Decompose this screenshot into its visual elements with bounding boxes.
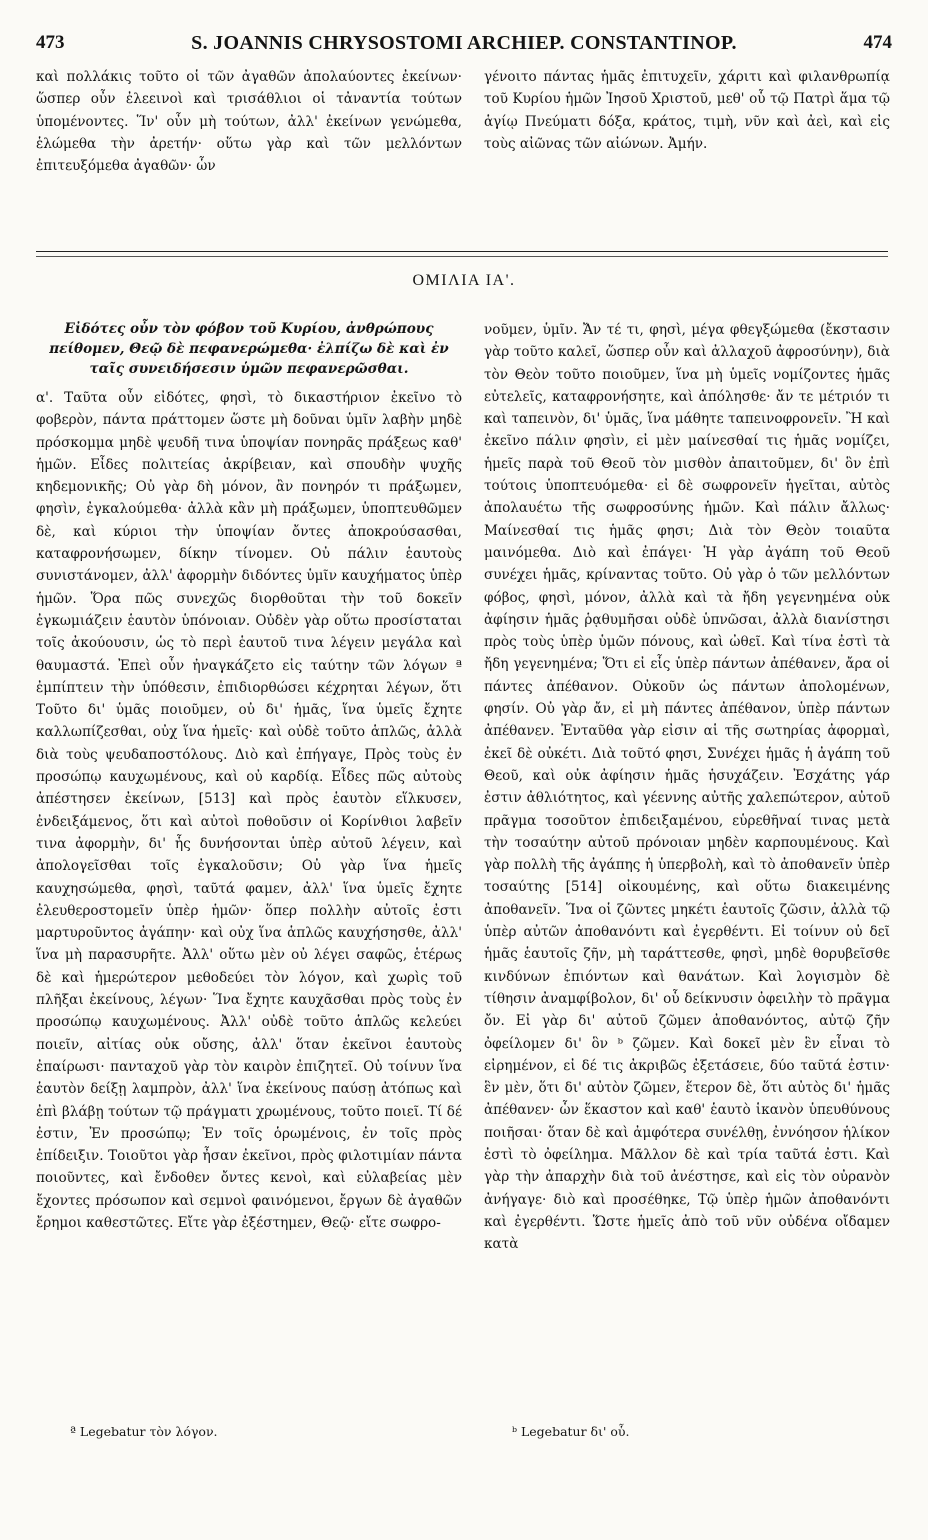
body-right-text: νοῦμεν, ὑμῖν. Ἄν τέ τι, φησὶ, μέγα φθεγξώμεθα (ἔκστασιν γὰρ τοῦτο καλεῖ, ὥσπερ οὖν καὶ ἀλλαχοῦ ἀφροσύνην), διὰ τὸν Θεὸν τοῦτο ποιοῦμεν, ἵνα μὴ ὑμεῖς νομίζοντες ἡμᾶς εὐτελεῖς, καταφρονήσητε, καὶ ἀπόλησθε· ἄν τε μέτριόν τι καὶ ταπεινὸν, δι' ὑμᾶς, ἵνα μάθητε ταπεινοφρονεῖν. Ἢ καὶ ἐκεῖνο πάλιν φησὶν, εἰ μὲν μαίνεσθαί τις ἡμᾶς νομίζει, ἡμεῖς παρὰ τοῦ Θεοῦ τὸν μισθὸν ἀπαιτοῦμεν, δι' ὃν ἐπὶ τούτοις ὑποπτευόμεθα· εἰ δὲ σωφρονεῖν ἡγεῖται, αὐτὸς ἀπολαυέτω τῆς σωφροσύνης ἡμῶν. Καὶ πάλιν ἄλλως· Μαίνεσθαί τις ἡμᾶς φησι; Διὰ τὸν Θεὸν τοιαῦτα μαινόμεθα. Διὸ καὶ ἐπάγει· Ἡ γὰρ ἀγάπη τοῦ Θεοῦ συνέχει ἡμᾶς, κρίναντας τοῦτο. Οὐ γὰρ ὁ τῶν μελλόντων φόβος, φησὶ, μόνον, ἀλλὰ καὶ τὰ ἤδη γεγενημένα οὐκ ἀφίησιν ἡμᾶς ῥᾳθυμῆσαι οὐδὲ ὑπνῶσαι, ἀλλὰ διανίστησι πρὸς τοὺς ὑπὲρ ὑμῶν πόνους, καὶ ὠθεῖ. Καὶ τίνα ἐστὶ τὰ ἤδη γεγενημένα; Ὅτι εἰ εἷς ὑπὲρ πάντων ἀπέθανεν, ἄρα οἱ πάντες ἀπέθανον. Οὐκοῦν ὡς πάντων ἀπολομένων, φησίν. Οὐ γὰρ ἄν, εἰ μὴ πάντες ἀπέθανον, ὑπὲρ πάντων ἀπέθανεν. Ἐνταῦθα γὰρ εἰσιν αἱ τῆς σωτηρίας ἀφορμαὶ, ἐκεῖ δὲ οὐκέτι. Διὰ τοῦτό φησι, Συνέχει ἡμᾶς ἡ ἀγάπη τοῦ Θεοῦ, καὶ οὐκ ἀφίησιν ἡμᾶς ἡσυχάζειν. Ἐσχάτης γάρ ἐστιν ἀθλιότητος, καὶ γέεννης αὐτῆς χαλεπώτερον, αὐτοῦ πρᾶγμα τοσοῦτον ἐπιδειξαμένου, εὑρεθῆναί τινας μετὰ τὴν τοσαύτην αὐτοῦ πρόνοιαν μηδὲν καρπουμένους. Καὶ γὰρ πολλὴ τῆς ἀγάπης ἡ ὑπερβολὴ, καὶ τὸ ἀποθανεῖν ὑπὲρ τοσαύτης [514] οἰκουμένης, καὶ οὕτω διακειμένης ἀποθανεῖν. Ἵνα οἱ ζῶντες μηκέτι ἑαυτοῖς ζῶσιν, ἀλλὰ τῷ ὑπὲρ αὐτῶν ἀποθανόντι καὶ ἐγερθέντι. Εἰ τοίνυν οὐ δεῖ ἡμᾶς ἑαυτοῖς ζῆν, μὴ ταράττεσθε, φησὶ, μηδὲ θορυβεῖσθε κινδύνων ἐπιόντων καὶ θανάτων. Καὶ λογισμὸν δὲ τίθησιν ἀναμφίβολον, δι' οὗ δείκνυσιν ὀφειλὴν τὸ πρᾶγμα ὄν. Εἰ γὰρ δι' αὐτοῦ ζῶμεν ἀποθανόντος, αὐτῷ ζῆν ὀφείλομεν δι' ὃν ᵇ ζῶμεν. Καὶ δοκεῖ μὲν ἓν εἶναι τὸ εἰρημένον, εἰ δέ τις ἀκριβῶς ἐξετάσειε, δύο ταῦτά ἐστιν· ἓν μὲν, ὅτι δι' αὐτὸν ζῶμεν, ἕτερον δὲ, ὅτι αὐτὸς δι' ἡμᾶς ἀπέθανεν· ὧν ἕκαστον καὶ καθ' ἑαυτὸ ἱκανὸν ὑπευθύνους ποιῆσαι· ὅταν δὲ καὶ ἀμφότερα συνέλθῃ, ἐννόησον ἡλίκον ἐστὶ τὸ ὀφείλημα. Μᾶλλον δὲ καὶ τρία ταῦτά ἐστι. Καὶ γὰρ τὴν ἀπαρχὴν διὰ τοῦ ἀνέστησε, καὶ εἰς τὸν οὐρανὸν ἀνήγαγε· διὸ καὶ προσέθηκε, Τῷ ὑπὲρ ἡμῶν ἀποθανόντι καὶ ἐγερθέντι. Ὥστε ἡμεῖς ἀπὸ τοῦ νῦν οὐδένα οἴδαμεν κατὰ xyxy=(484,322,890,1253)
page-number-left: 473 xyxy=(36,32,65,53)
footnote-a: ª Legebatur τὸν λόγον. xyxy=(70,1424,218,1439)
footnote-b: ᵇ Legebatur δι' οὗ. xyxy=(512,1424,630,1439)
top-right-text: γένοιτο πάντας ἡμᾶς ἐπιτυχεῖν, χάριτι καὶ φιλανθρωπίᾳ τοῦ Κυρίου ἡμῶν Ἰησοῦ Χριστοῦ, μεθ' οὗ τῷ Πατρὶ ἅμα τῷ ἁγίῳ Πνεύματι δόξα, κράτος, τιμὴ, νῦν καὶ ἀεὶ, καὶ εἰς τοὺς αἰῶνας τῶν αἰώνων. Ἀμήν. xyxy=(484,69,890,152)
body-right-column xyxy=(484,319,890,1255)
section-divider xyxy=(36,251,888,252)
scripture-lemma: Εἰδότες οὖν τὸν φόβον τοῦ Κυρίου, ἀνθρώπους πείθομεν, Θεῷ δὲ πεφανερώμεθα· ἐλπίζω δὲ καὶ ἐν ταῖς συνειδήσεσιν ὑμῶν πεφανερῶσθαι. xyxy=(49,321,449,377)
running-title: S. JOANNIS CHRYSOSTOMI ARCHIEP. CONSTANTINOP. xyxy=(191,32,737,54)
top-left-text: καὶ πολλάκις τοῦτο οἱ τῶν ἀγαθῶν ἀπολαύοντες ἐκείνων· ὥσπερ οὖν ἐλεεινοὶ καὶ τρισάθλιοι οἱ τἀναντία τούτων ὑπομένοντες. Ἵν' οὖν μὴ τούτων, ἀλλ' ἐκείνων γενώμεθα, ἑλώμεθα τὴν ἀρετήν· οὕτω γὰρ καὶ τῶν μελλόντων ἐπιτευξόμεθα ἀγαθῶν· ὧν xyxy=(36,69,462,175)
body-left-text: α'. Ταῦτα οὖν εἰδότες, φησὶ, τὸ δικαστήριον ἐκεῖνο τὸ φοβερὸν, πάντα πράττομεν ὥστε μὴ δοῦναι ὑμῖν λαβὴν μηδὲ πρόσκομμα μηδὲ ψευδῆ τινα ὑποψίαν πονηρᾶς πράξεως καθ' ἡμῶν. Εἶδες πολιτείας ἀκρίβειαν, καὶ σπουδὴν ψυχῆς κηδεμονικῆς; Οὐ γὰρ δὴ μόνον, ἂν πονηρόν τι πράξωμεν, φησὶν, ἐγκαλούμεθα· ἀλλὰ κἂν μὴ πράξωμεν, ὑποπτευθῶμεν δὲ, καὶ κύριοι τὴν ὑποψίαν ὄντες ἀποκρούσασθαι, καταφρονήσωμεν, δίκην τίνομεν. Οὐ πάλιν ἑαυτοὺς συνιστάνομεν, ἀλλ' ἀφορμὴν διδόντες ὑμῖν καυχήματος ὑπὲρ ἡμῶν. Ὅρα πῶς συνεχῶς διορθοῦται τὴν τοῦ δοκεῖν ἐγκωμιάζειν ἑαυτὸν ὑπόνοιαν. Οὐδὲν γὰρ οὕτω προσίσταται τοῖς ἀκούουσιν, ὡς τὸ περὶ ἑαυτοῦ τινα λέγειν μεγάλα καὶ θαυμαστά. Ἐπεὶ οὖν ἠναγκάζετο εἰς ταύτην τῶν λόγων ª ἐμπίπτειν τὴν ὑπόθεσιν, ἐπιδιορθώσει κέχρηται λέγων, ὅτι Τοῦτο δι' ὑμᾶς ποιοῦμεν, οὐ δι' ἡμᾶς, ἵνα ὑμεῖς ἔχητε καλλωπίζεσθαι, οὐχ ἵνα ἡμεῖς· καὶ οὐδὲ τοῦτο ἁπλῶς, ἀλλὰ διὰ τοὺς ψευδαποστόλους. Διὸ καὶ ἐπήγαγε, Πρὸς τοὺς ἐν προσώπῳ καυχωμένους, καὶ οὐ καρδίᾳ. Εἶδες πῶς αὐτοὺς ἀπέστησεν ἐκείνων, [513] καὶ πρὸς ἑαυτὸν εἵλκυσεν, ἐνδειξάμενος, ὅτι καὶ αὐτοὶ ποθοῦσιν οἱ Κορίνθιοι λαβεῖν τινα ἀφορμὴν, δι' ἧς δυνήσονται ὑπὲρ αὐτοῦ λέγειν, καὶ ἀπολογεῖσθαι τοῖς ἐγκαλοῦσιν; Οὐ γὰρ ἵνα ἡμεῖς καυχησώμεθα, φησὶ, ταῦτά φαμεν, ἀλλ' ἵνα ὑμεῖς ἔχητε ἐλευθεροστομεῖν ὑπὲρ ἡμῶν· ὅπερ πολλὴν αὐτοῖς ἐστι μαρτυροῦντος ἀγάπην· καὶ οὐχ ἵνα ἁπλῶς καυχήσησθε, ἀλλ' ἵνα μὴ παρασυρῆτε. Ἀλλ' οὕτω μὲν οὐ λέγει σαφῶς, ἑτέρως δὲ καὶ ἡμερώτερον μεθοδεύει τὸν λόγον, καὶ χωρὶς τοῦ πλῆξαι ἐκείνους, λέγων· Ἵνα ἔχητε καυχᾶσθαι πρὸς τοὺς ἐν προσώπῳ καυχωμένους. Ἀλλ' οὐδὲ τοῦτο ἁπλῶς κελεύει ποιεῖν, αἰτίας οὐκ οὔσης, ἀλλ' ὅταν ἐκεῖνοι ἑαυτοὺς ἐπαίρωσι· πανταχοῦ γὰρ τὸν καιρὸν ἐπιζητεῖ. Οὐ τοίνυν ἵνα ἑαυτὸν δείξῃ λαμπρὸν, ἀλλ' ἵνα ἐκείνους παύσῃ ἀτόπως καὶ ἐπὶ βλάβῃ τούτων τῷ πράγματι χρωμένους, τοῦτο ποιεῖ. Τί δέ ἐστιν, Ἐν προσώπῳ; Ἐν τοῖς ὁρωμένοις, ἐν τοῖς πρὸς ἐπίδειξιν. Τοιοῦτοι γὰρ ἦσαν ἐκεῖνοι, πρὸς φιλοτιμίαν πάντα ποιοῦντες, καὶ ἔνδοθεν ὄντες κενοὶ, καὶ εὐλαβείας μὲν ἔχοντες πρόσωπον καὶ σεμνοὶ φαινόμενοι, ἔργων δὲ ἀγαθῶν ἔρημοι καθεστῶτες. Εἴτε γὰρ ἐξέστημεν, Θεῷ· εἴτε σωφρο- xyxy=(36,390,462,1231)
top-right-column xyxy=(484,66,890,155)
body-left-column xyxy=(36,319,462,1234)
page-header xyxy=(36,32,892,58)
section-divider-thin xyxy=(36,256,888,257)
homily-title: ΟΜΙΛΙΑ ΙΑ'. xyxy=(412,272,516,289)
page-number-right: 474 xyxy=(863,32,892,53)
top-left-column xyxy=(36,66,462,177)
